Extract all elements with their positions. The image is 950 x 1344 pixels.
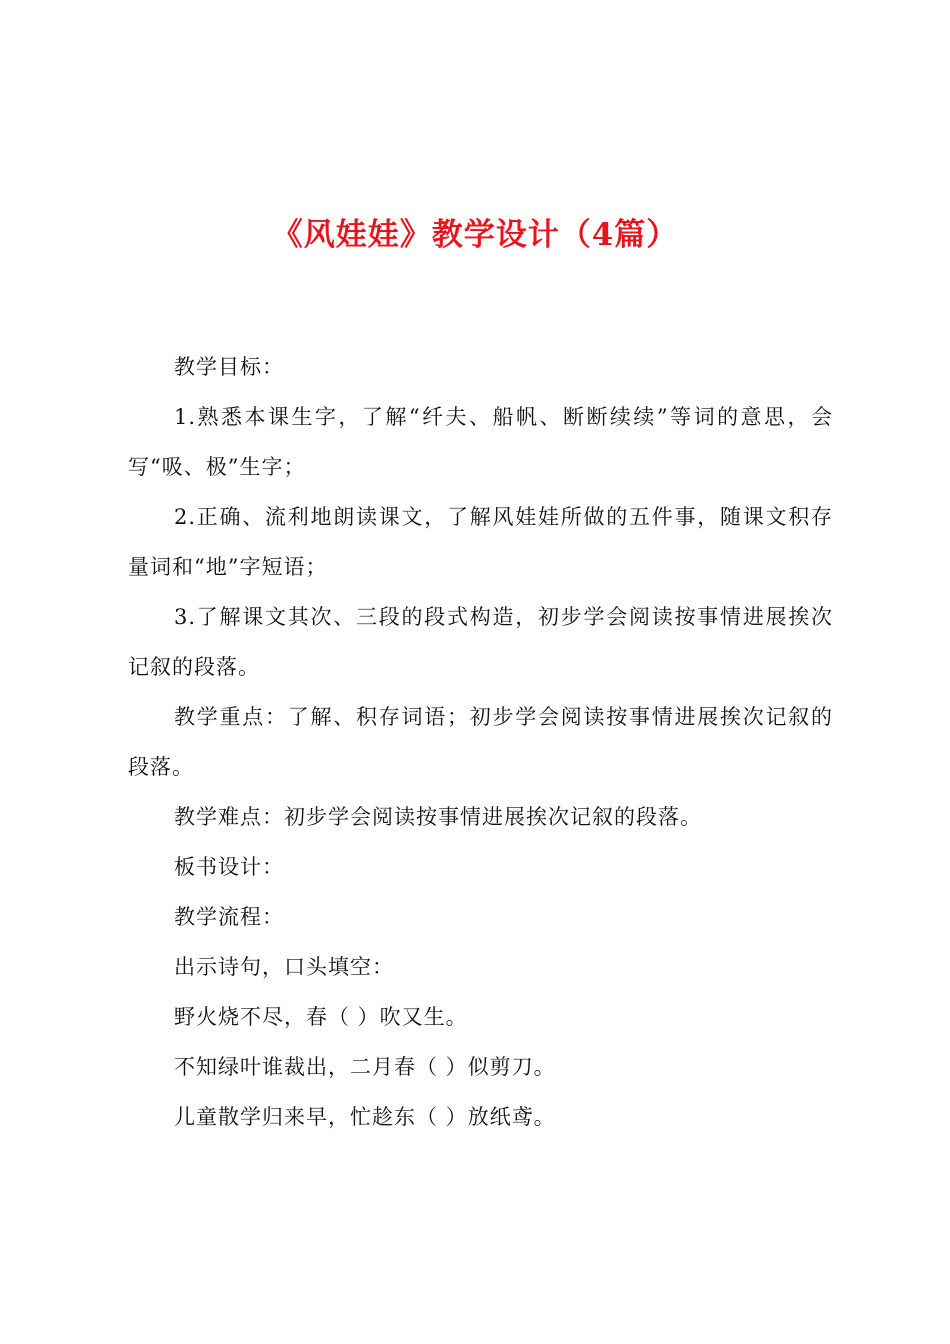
paragraph-teaching-process: 教学流程： bbox=[174, 905, 284, 929]
paragraph-goal-1: 1.熟悉本课生字，了解“纤夫、船帆、断断续续”等词的意思，会写“吸、极”生字； bbox=[128, 405, 833, 479]
paragraph-board-design: 板书设计： bbox=[174, 855, 284, 879]
paragraph-poem-intro: 出示诗句，口头填空： bbox=[174, 955, 394, 979]
paragraph-teaching-goals-heading: 教学目标： bbox=[174, 355, 284, 379]
paragraph-poem-line-2: 不知绿叶谁裁出，二月春（ ）似剪刀。 bbox=[174, 1055, 556, 1079]
document-body bbox=[128, 342, 833, 1142]
paragraph-goal-3: 3.了解课文其次、三段的段式构造，初步学会阅读按事情进展挨次记叙的段落。 bbox=[128, 605, 833, 679]
paragraph-goal-2: 2.正确、流利地朗读课文，了解风娃娃所做的五件事，随课文积存量词和“地”字短语； bbox=[128, 505, 833, 579]
document-title: 《风娃娃》教学设计（4篇） bbox=[271, 217, 679, 253]
paragraph-poem-line-3: 儿童散学归来早，忙趁东（ ）放纸鸢。 bbox=[174, 1105, 556, 1129]
paragraph-difficult-points: 教学难点：初步学会阅读按事情进展挨次记叙的段落。 bbox=[174, 805, 702, 829]
paragraph-key-points: 教学重点：了解、积存词语；初步学会阅读按事情进展挨次记叙的段落。 bbox=[128, 705, 833, 779]
paragraph-poem-line-1: 野火烧不尽，春（ ）吹又生。 bbox=[174, 1005, 468, 1029]
